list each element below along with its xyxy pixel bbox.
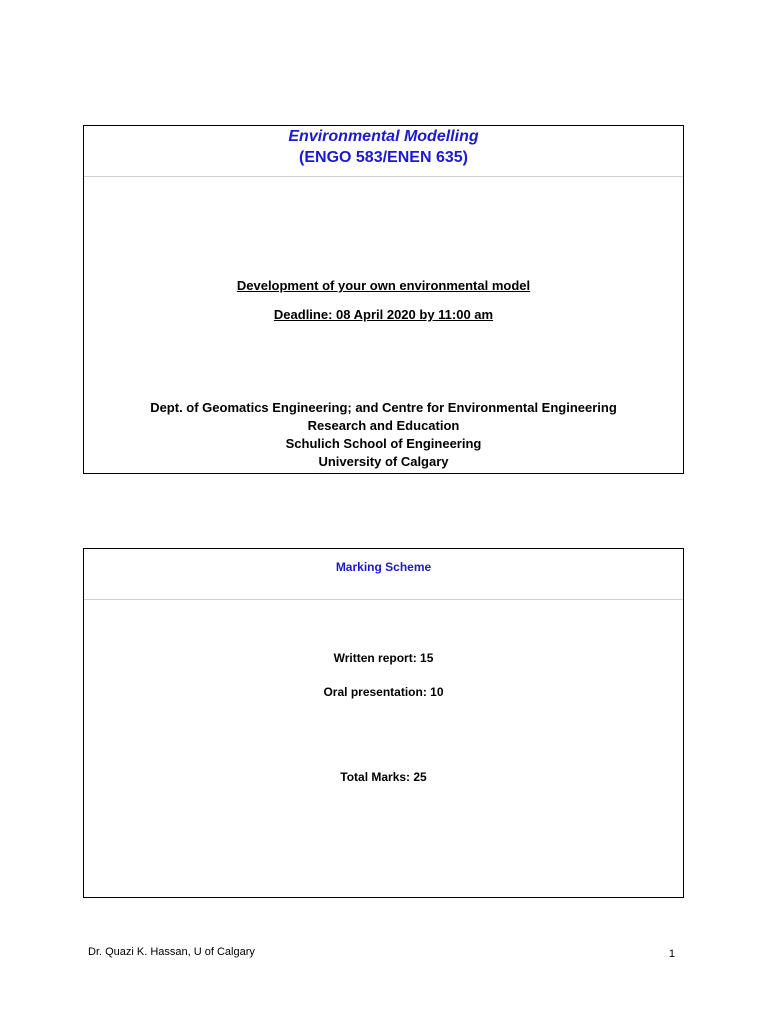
page-number: 1 bbox=[668, 948, 675, 960]
deadline: Deadline: 08 April 2020 by 11:00 am bbox=[273, 307, 494, 322]
total-marks: Total Marks: 25 bbox=[340, 770, 427, 784]
affiliation-line-3: Schulich School of Engineering bbox=[285, 436, 482, 451]
written-report-mark: Written report: 15 bbox=[333, 651, 434, 665]
project-title: Development of your own environmental model bbox=[236, 278, 531, 293]
slide-course-title bbox=[83, 125, 684, 474]
slide-title-bar bbox=[84, 549, 683, 600]
oral-presentation-mark: Oral presentation: 10 bbox=[323, 685, 444, 699]
affiliation-line-2: Research and Education bbox=[307, 418, 460, 433]
course-title: Environmental Modelling bbox=[288, 128, 479, 145]
affiliation-line-1: Dept. of Geomatics Engineering; and Centre for Environmental Engineering bbox=[150, 400, 617, 415]
slide-title-bar bbox=[84, 126, 683, 177]
footer-author: Dr. Quazi K. Hassan, U of Calgary bbox=[88, 946, 255, 958]
marking-scheme-title: Marking Scheme bbox=[335, 560, 432, 574]
slide-marking-scheme bbox=[83, 548, 684, 898]
course-code: (ENGO 583/ENEN 635) bbox=[299, 149, 468, 166]
affiliation-line-4: University of Calgary bbox=[318, 454, 449, 469]
